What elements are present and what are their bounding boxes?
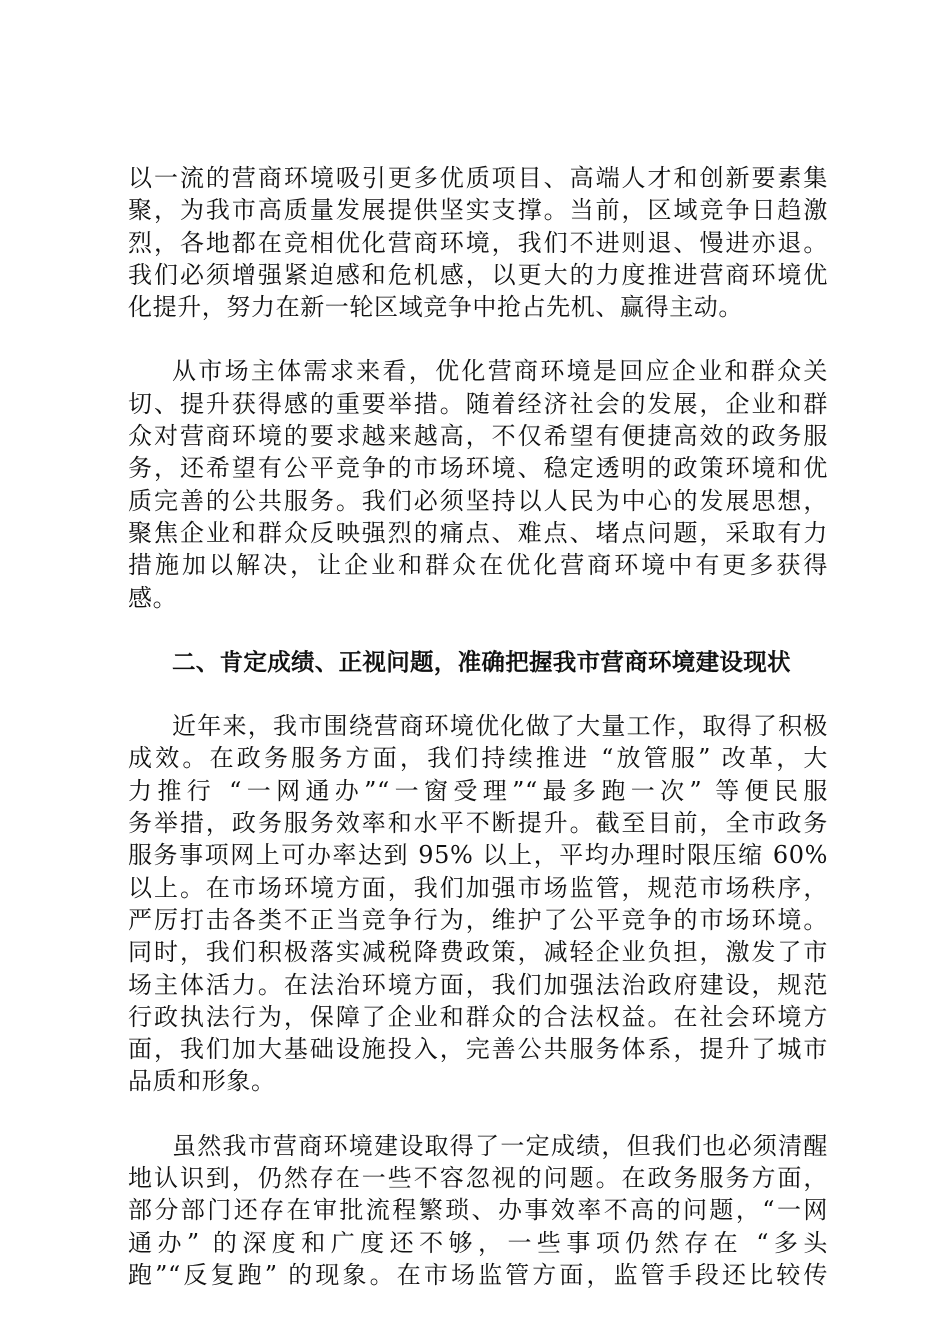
text-line: 务举措，政务服务效率和水平不断提升。截至目前，全市政务 [128,809,828,838]
paragraph-3 [128,710,828,1098]
text-line: 切、提升获得感的重要举措。随着经济社会的发展，企业和群 [128,389,828,418]
text-line: 感。 [128,583,178,612]
text-line: 场主体活力。在法治环境方面，我们加强法治政府建设，规范 [128,970,828,999]
text-line: 品质和形象。 [128,1067,276,1096]
paragraph-2 [128,355,828,613]
text-line: 我们必须增强紧迫感和危机感，以更大的力度推进营商环境优 [128,260,828,289]
text-line: 措施加以解决，让企业和群众在优化营商环境中有更多获得 [128,551,828,580]
text-line: 以上。在市场环境方面，我们加强市场监管，规范市场秩序， [128,873,828,902]
text-line: 部分部门还存在审批流程繁琐、办事效率不高的问题，“一网 [128,1196,828,1225]
text-line: 行政执法行为，保障了企业和群众的合法权益。在社会环境方 [128,1002,828,1031]
text-line: 面，我们加大基础设施投入，完善公共服务体系，提升了城市 [128,1035,828,1064]
text-line: 成效。在政务服务方面，我们持续推进 “放管服” 改革，大 [128,744,828,773]
text-line: 从市场主体需求来看，优化营商环境是回应企业和群众关 [172,357,828,386]
paragraph-4 [128,1130,828,1291]
text-line: 同时，我们积极落实减税降费政策，减轻企业负担，激发了市 [128,938,828,967]
text-line: 通办” 的深度和广度还不够，一些事项仍然存在 “多头 [128,1228,828,1257]
text-line: 严厉打击各类不正当竞争行为，维护了公平竞争的市场环境。 [128,905,828,934]
text-line: 聚，为我市高质量发展提供坚实支撑。当前，区域竞争日趋激 [128,196,828,225]
text-line: 务，还希望有公平竞争的市场环境、稳定透明的政策环境和优 [128,454,828,483]
paragraph-1 [128,162,828,323]
text-line: 服务事项网上可办率达到 95% 以上，平均办理时限压缩 60% [128,841,828,870]
text-line: 化提升，努力在新一轮区域竞争中抢占先机、赢得主动。 [128,293,743,322]
text-line: 跑”“反复跑” 的现象。在市场监管方面，监管手段还比较传 [128,1260,828,1289]
text-line: 力推行 “一网通办”“一窗受理”“最多跑一次” 等便民服 [128,776,828,805]
document-body [128,162,828,1323]
section-heading: 二、肯定成绩、正视问题，准确把握我市营商环境建设现状 [172,647,791,676]
text-line: 以一流的营商环境吸引更多优质项目、高端人才和创新要素集 [128,164,828,192]
text-line: 地认识到，仍然存在一些不容忽视的问题。在政务服务方面， [128,1164,828,1193]
text-line: 质完善的公共服务。我们必须坚持以人民为中心的发展思想， [128,486,828,515]
text-line: 近年来，我市围绕营商环境优化做了大量工作，取得了积极 [172,712,828,741]
text-line: 聚焦企业和群众反映强烈的痛点、难点、堵点问题，采取有力 [128,518,828,547]
text-line: 烈，各地都在竞相优化营商环境，我们不进则退、慢进亦退。 [128,228,828,257]
text-line: 众对营商环境的要求越来越高，不仅希望有便捷高效的政务服 [128,422,828,451]
text-line: 虽然我市营商环境建设取得了一定成绩，但我们也必须清醒 [172,1131,828,1160]
